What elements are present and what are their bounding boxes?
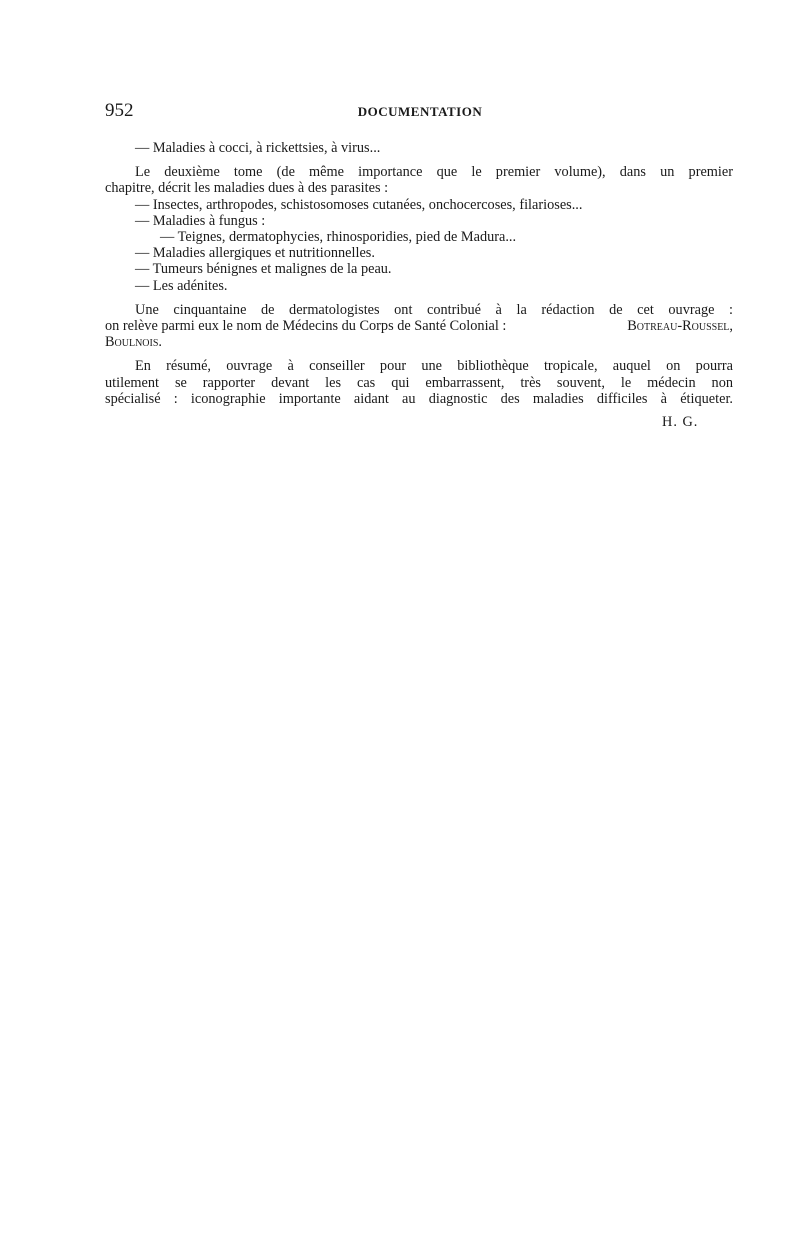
list-item: — Insectes, arthropodes, schistosomoses cutanées, onchocercoses, filarioses... bbox=[135, 196, 583, 213]
list-item-cocci: — Maladies à cocci, à rickettsies, à virus... bbox=[135, 140, 381, 156]
list-item: — Tumeurs bénignes et malignes de la peau. bbox=[135, 261, 392, 278]
signature: H. G. bbox=[662, 414, 699, 430]
page-header bbox=[105, 100, 735, 124]
paragraph-summary-line3: spécialisé : iconographie importante aidant au diagnostic des maladies difficiles à étiqueter. bbox=[105, 390, 733, 407]
paragraph-second-tome-line2: chapitre, décrit les maladies dues à des parasites : bbox=[105, 180, 389, 197]
running-head: DOCUMENTATION bbox=[357, 104, 483, 119]
paragraph-summary-line2: utilement se rapporter devant les cas qui embarrassent, très souvent, le médecin non bbox=[105, 374, 733, 391]
list-item: — Les adénites. bbox=[135, 277, 228, 294]
author-name: Botreau-Roussel, bbox=[627, 318, 733, 335]
paragraph-second-tome-line1: Le deuxième tome (de même importance que le premier volume), dans un premier bbox=[135, 164, 733, 181]
paragraph-contributors-line1: Une cinquantaine de dermatologistes ont contribué à la rédaction de cet ouvrage : bbox=[135, 301, 733, 318]
list-item: — Maladies allergiques et nutritionnelles. bbox=[135, 245, 375, 262]
body-text bbox=[105, 140, 733, 407]
contributors-text: on relève parmi eux le nom de Médecins du Corps de Santé Colonial : bbox=[105, 318, 510, 335]
page-number: 952 bbox=[105, 100, 134, 121]
author-name: Boulnois. bbox=[105, 334, 162, 351]
paragraph-contributors-line2 bbox=[105, 318, 733, 334]
list-item-sub: — Teignes, dermatophycies, rhinosporidies, pied de Madura... bbox=[160, 229, 517, 246]
list-item: — Maladies à fungus : bbox=[135, 212, 266, 229]
paragraph-summary-line1: En résumé, ouvrage à conseiller pour une bibliothèque tropicale, auquel on pourra bbox=[135, 358, 733, 375]
